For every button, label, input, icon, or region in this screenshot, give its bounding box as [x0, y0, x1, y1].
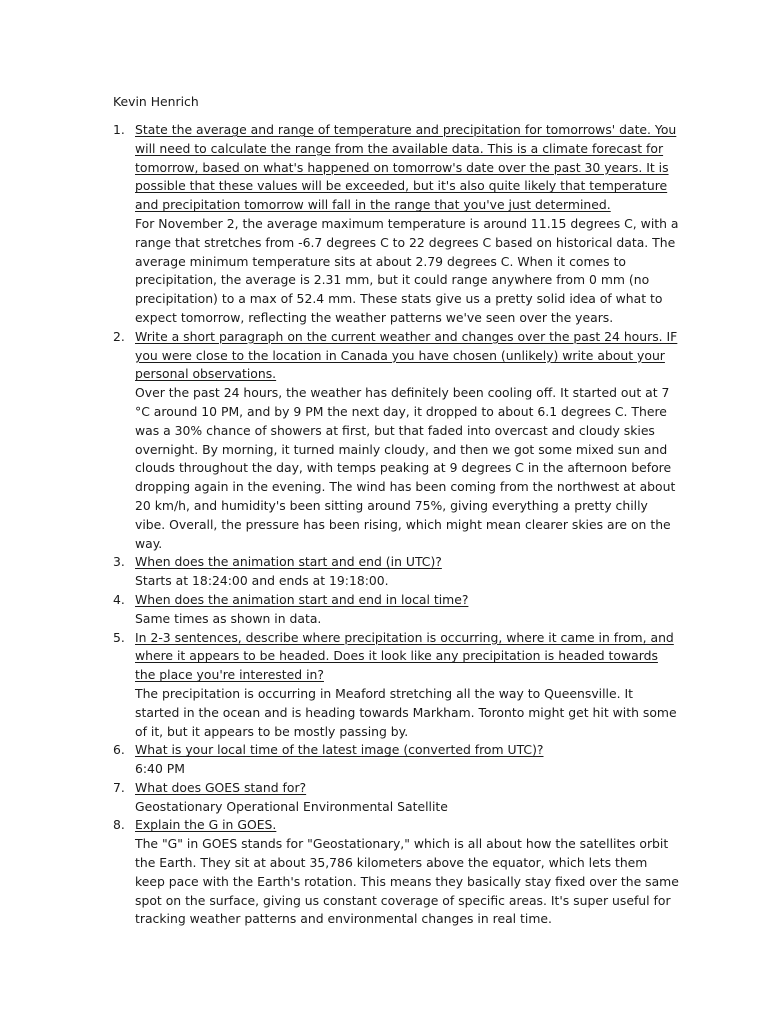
answer-text: For November 2, the average maximum temperature is around 11.15 degrees C, with a range that stretches from -6.7 degrees C to 22 degrees C based on historical data. The average minimum temperature sits at about 2.79 degrees C. When it comes to precipitation, the average is 2.31 mm, but it could range anywhere from 0 mm (no precipitation) to a max of 52.4 mm. These stats give us a pretty solid idea of what to expect tomorrow, reflecting the weather patterns we've seen over the years. [135, 215, 679, 325]
question-text: What is your local time of the latest image (converted from UTC)? [135, 742, 544, 758]
author-name: Kevin Henrich [113, 94, 199, 109]
question-text: When does the animation start and end in local time? [135, 591, 469, 607]
answer-text: Same times as shown in data. [135, 610, 322, 626]
answer-text: Over the past 24 hours, the weather has definitely been cooling off. It started out at 7 °C around 10 PM, and by 9 PM the next day, it dropped to about 6.1 degrees C. There was a 30% chance of showers at first, but that faded into overcast and cloudy skies overnight. By morning, it turned mainly cloudy, and then we got some mixed sun and clouds throughout the day, with temps peaking at 9 degrees C in the afternoon before dropping again in the evening. The wind has been coming from the northwest at about 20 km/h, and humidity's been sitting around 75%, giving everything a pretty chilly vibe. Overall, the pressure has been rising, which might mean clearer skies are on the way. [135, 385, 676, 551]
list-item [113, 629, 679, 742]
item-number: 4. [113, 591, 125, 607]
question-text: What does GOES stand for? [135, 779, 307, 795]
list-item [113, 741, 679, 779]
question-text: In 2-3 sentences, describe where precipitation is occurring, where it came in from, and where it appears to be headed. Does it look like any precipitation is headed towards the place you're interested in? [135, 629, 674, 683]
answer-text: Geostationary Operational Environmental Satellite [135, 798, 448, 814]
item-number: 7. [113, 779, 125, 795]
answer-text: The "G" in GOES stands for "Geostationary," which is all about how the satellites orbit the Earth. They sit at about 35,786 kilometers above the equator, which lets them keep pace with the Earth's rotation. This means they basically stay fixed over the same spot on the surface, giving us constant coverage of specific areas. It's super useful for tracking weather patterns and environmental changes in real time. [135, 836, 679, 927]
list-item [113, 121, 679, 328]
item-number: 1. [113, 122, 125, 137]
item-number: 8. [113, 817, 125, 833]
answer-text: Starts at 18:24:00 and ends at 19:18:00. [135, 573, 389, 589]
list-item [113, 816, 679, 929]
item-number: 2. [113, 328, 125, 344]
item-number: 6. [113, 742, 125, 758]
question-list [113, 121, 679, 929]
list-item [113, 591, 679, 629]
answer-text: 6:40 PM [135, 761, 185, 777]
list-item [113, 328, 679, 554]
item-number: 5. [113, 629, 125, 645]
list-item [113, 779, 679, 817]
question-text: State the average and range of temperature and precipitation for tomorrows' date. You will need to calculate the range from the available data. This is a climate forecast for tomorrow, based on what's happened on tomorrow's date over the past 30 years. It is possible that these values will be exceeded, but it's also quite likely that temperature and precipitation tomorrow will fall in the range that you've just determined. [135, 122, 677, 213]
question-text: When does the animation start and end (in UTC)? [135, 554, 442, 570]
question-text: Write a short paragraph on the current weather and changes over the past 24 hours. IF you were close to the location in Canada you have chosen (unlikely) write about your personal observations. [135, 328, 678, 382]
item-number: 3. [113, 554, 125, 570]
list-item [113, 553, 679, 591]
question-text: Explain the G in GOES. [135, 817, 277, 833]
answer-text: The precipitation is occurring in Meaford stretching all the way to Queensville. It started in the ocean and is heading towards Markham. Toronto might get hit with some of it, but it appears to be mostly passing by. [135, 685, 677, 739]
